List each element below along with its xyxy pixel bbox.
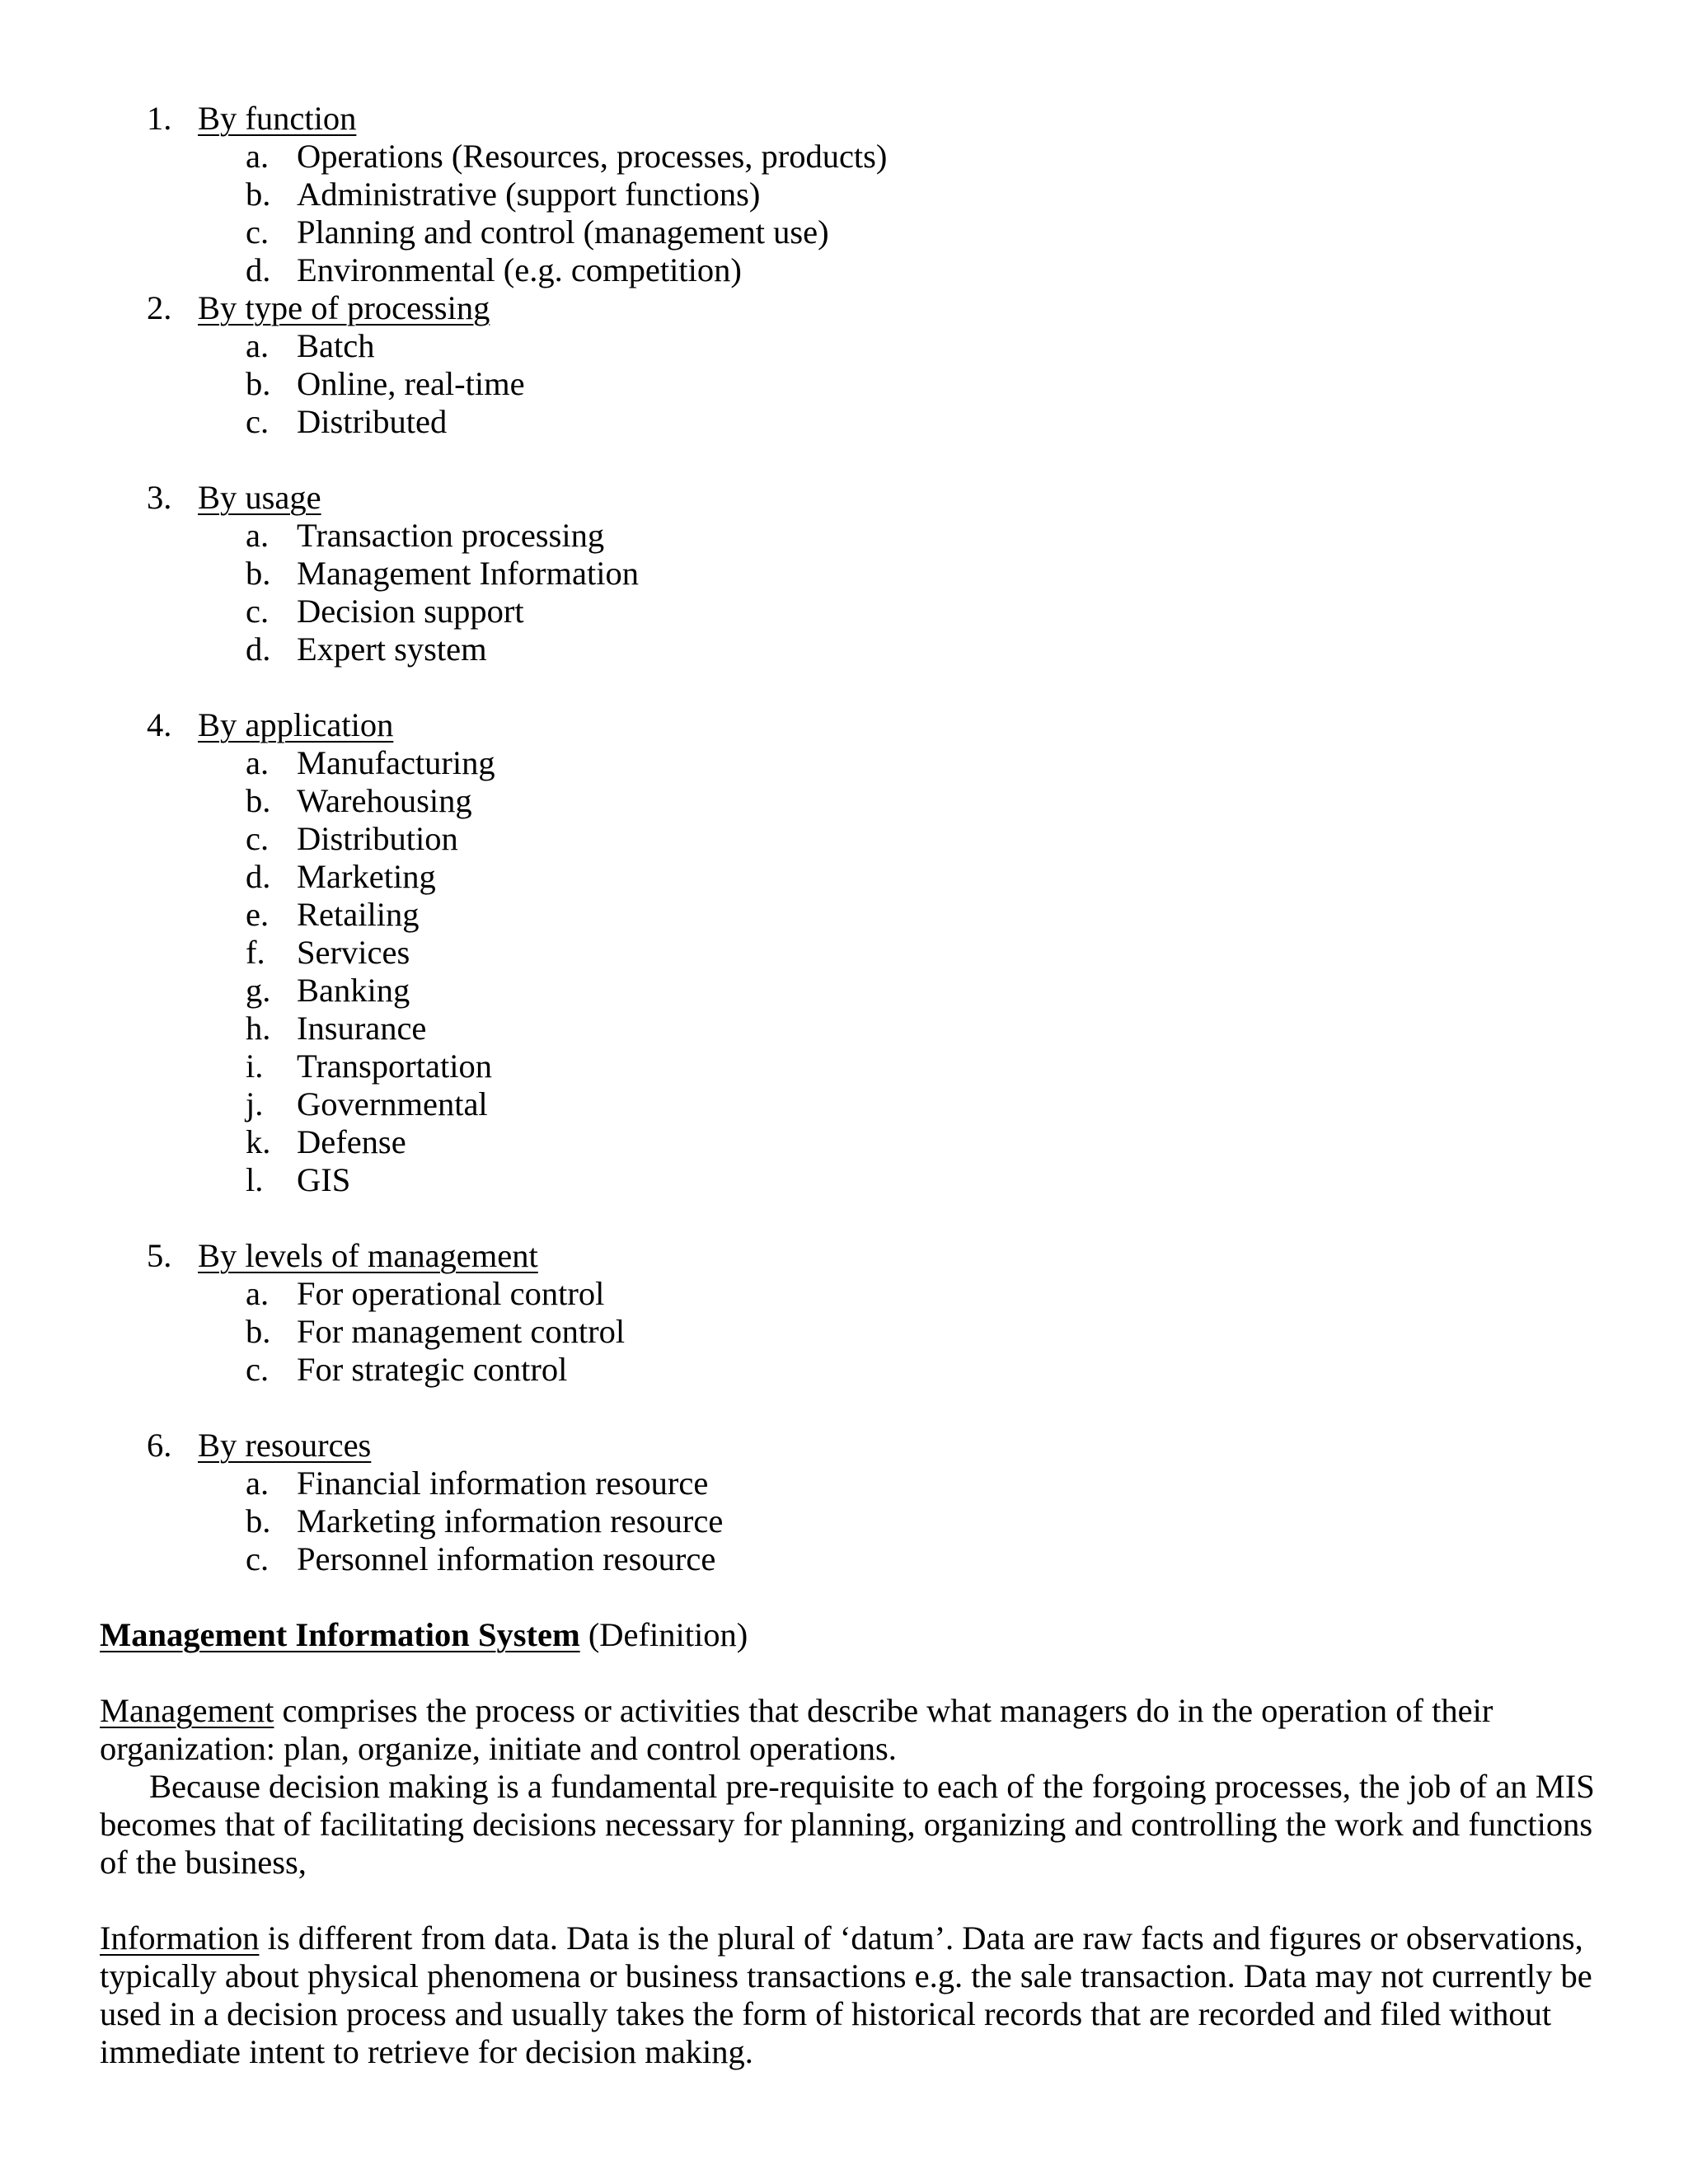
section-number: 6. bbox=[147, 1427, 172, 1464]
list-item: Distributed bbox=[297, 403, 448, 440]
list-item-letter: k. bbox=[246, 1123, 271, 1160]
list-item: For operational control bbox=[297, 1275, 605, 1312]
list-item-letter: c. bbox=[246, 213, 270, 251]
list-item-letter: a. bbox=[246, 327, 270, 364]
list-item: Marketing information resource bbox=[297, 1502, 724, 1540]
section-heading bbox=[100, 1616, 748, 1654]
list-item: For strategic control bbox=[297, 1351, 568, 1388]
list-item: Administrative (support functions) bbox=[297, 176, 761, 213]
list-item-letter: b. bbox=[246, 782, 271, 819]
list-item: Batch bbox=[297, 327, 375, 364]
list-item-letter: i. bbox=[246, 1047, 264, 1085]
management-paragraph-line-1: Management comprises the process or activities that describe what managers do in the operation of their bbox=[100, 1692, 1493, 1729]
list-item: Personnel information resource bbox=[297, 1540, 716, 1577]
list-item-letter: a. bbox=[246, 744, 270, 781]
list-item-letter: c. bbox=[246, 403, 270, 440]
management-paragraph-line-2: organization: plan, organize, initiate and control operations. bbox=[100, 1730, 897, 1767]
list-item-letter: g. bbox=[246, 972, 271, 1009]
list-item: Services bbox=[297, 934, 410, 971]
list-item: Defense bbox=[297, 1123, 406, 1160]
section-title: By application bbox=[198, 706, 394, 743]
list-item: Manufacturing bbox=[297, 744, 495, 781]
management-term: Management bbox=[100, 1692, 274, 1729]
information-paragraph-line-2: typically about physical phenomena or business transactions e.g. the sale transaction. Data may not currently be bbox=[100, 1957, 1592, 1994]
list-item-letter: b. bbox=[246, 555, 271, 592]
list-item-letter: a. bbox=[246, 1465, 270, 1502]
list-item-letter: l. bbox=[246, 1161, 264, 1198]
section-title: By resources bbox=[198, 1427, 372, 1464]
heading-bold-text: Management Information System bbox=[100, 1616, 580, 1653]
list-item-letter: b. bbox=[246, 365, 271, 402]
list-item: Online, real-time bbox=[297, 365, 525, 402]
section-number: 5. bbox=[147, 1237, 172, 1274]
list-item-letter: b. bbox=[246, 176, 271, 213]
list-item: GIS bbox=[297, 1161, 351, 1198]
list-item: Governmental bbox=[297, 1085, 488, 1122]
list-item: Operations (Resources, processes, products) bbox=[297, 138, 888, 175]
list-item: Distribution bbox=[297, 820, 458, 857]
list-item: Marketing bbox=[297, 858, 436, 895]
list-item-letter: c. bbox=[246, 1540, 270, 1577]
information-paragraph-line-3: used in a decision process and usually takes the form of historical records that are recorded and filed without bbox=[100, 1995, 1552, 2032]
list-item-letter: b. bbox=[246, 1502, 271, 1540]
because-paragraph-line-3: of the business, bbox=[100, 1844, 307, 1881]
list-item-letter: c. bbox=[246, 820, 270, 857]
list-item: Transportation bbox=[297, 1047, 493, 1085]
because-paragraph-line-2: becomes that of facilitating decisions necessary for planning, organizing and controlling the work and functions bbox=[100, 1806, 1593, 1843]
list-item: Expert system bbox=[297, 630, 487, 668]
list-item-letter: h. bbox=[246, 1010, 271, 1047]
list-item: Insurance bbox=[297, 1010, 427, 1047]
list-item-letter: d. bbox=[246, 858, 271, 895]
list-item: Retailing bbox=[297, 896, 420, 933]
list-item: Decision support bbox=[297, 593, 524, 630]
information-term: Information bbox=[100, 1919, 260, 1957]
list-item: Warehousing bbox=[297, 782, 472, 819]
list-item-letter: d. bbox=[246, 251, 271, 288]
list-item: Management Information bbox=[297, 555, 639, 592]
list-item-letter: a. bbox=[246, 138, 270, 175]
list-item-letter: a. bbox=[246, 517, 270, 554]
list-item-letter: a. bbox=[246, 1275, 270, 1312]
list-item: Transaction processing bbox=[297, 517, 605, 554]
information-paragraph-line-1: Information is different from data. Data is the plural of ‘datum’. Data are raw facts and figures or observations, bbox=[100, 1919, 1583, 1957]
section-number: 2. bbox=[147, 289, 172, 326]
heading-suffix: (Definition) bbox=[579, 1616, 748, 1653]
list-item: For management control bbox=[297, 1313, 626, 1350]
list-item-letter: c. bbox=[246, 593, 270, 630]
list-item: Environmental (e.g. competition) bbox=[297, 251, 742, 288]
section-title: By levels of management bbox=[198, 1237, 538, 1274]
list-item-letter: c. bbox=[246, 1351, 270, 1388]
section-title: By usage bbox=[198, 479, 321, 516]
information-paragraph-line-4: immediate intent to retrieve for decision making. bbox=[100, 2033, 753, 2070]
list-item: Banking bbox=[297, 972, 410, 1009]
because-paragraph-line-1: Because decision making is a fundamental pre-requisite to each of the forgoing processes, the job of an MIS bbox=[149, 1768, 1595, 1805]
list-item: Financial information resource bbox=[297, 1465, 709, 1502]
list-item-letter: f. bbox=[246, 934, 265, 971]
list-item-letter: e. bbox=[246, 896, 270, 933]
section-title: By type of processing bbox=[198, 289, 490, 326]
list-item-letter: b. bbox=[246, 1313, 271, 1350]
list-item-letter: j. bbox=[246, 1085, 264, 1122]
section-number: 1. bbox=[147, 100, 172, 137]
section-title: By function bbox=[198, 100, 357, 137]
list-item-letter: d. bbox=[246, 630, 271, 668]
list-item: Planning and control (management use) bbox=[297, 213, 829, 251]
section-number: 4. bbox=[147, 706, 172, 743]
section-number: 3. bbox=[147, 479, 172, 516]
